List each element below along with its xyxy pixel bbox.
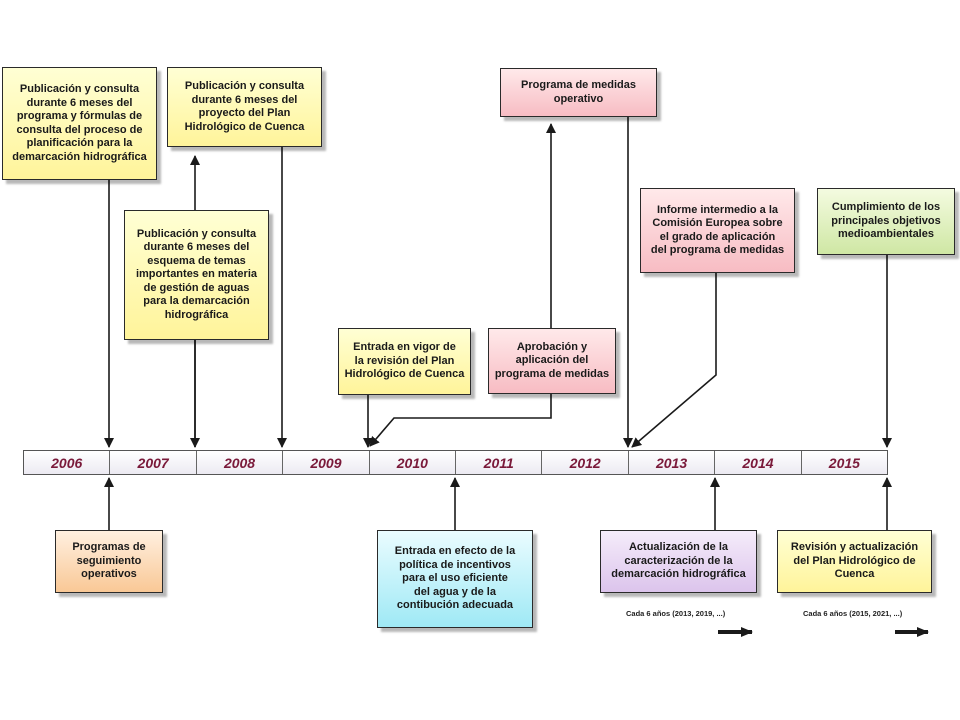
box-pub-proyecto: Publicación y consulta durante 6 meses del proyecto del Plan Hidrológico de Cuenca bbox=[167, 67, 322, 147]
timeline-bar bbox=[23, 450, 888, 475]
note-cada-2013: Cada 6 años (2013, 2019, ...) bbox=[626, 609, 726, 618]
year-label: 2015 bbox=[828, 454, 860, 471]
box-programa-operativo: Programa de medidas operativo bbox=[500, 68, 657, 117]
box-informe-intermedio: Informe intermedio a la Comisión Europea sobre el grado de aplicación del programa de medidas bbox=[640, 188, 795, 273]
arrow-informe bbox=[632, 273, 716, 447]
box-seguimiento: Programas de seguimiento operativos bbox=[55, 530, 163, 593]
year-label: 2010 bbox=[370, 451, 456, 474]
year-label: 2006 bbox=[24, 451, 110, 474]
box-pub-esquema: Publicación y consulta durante 6 meses del esquema de temas importantes en materia de gestión de aguas para la demarcación hidrográfica bbox=[124, 210, 269, 340]
year-label: 2014 bbox=[715, 451, 801, 474]
year-label: 2011 bbox=[456, 451, 542, 474]
arrow-aprobacion bbox=[370, 394, 551, 446]
box-pub-programa: Publicación y consulta durante 6 meses del programa y fórmulas de consulta del proceso de planificación para la demarcación hidrográfica bbox=[2, 67, 157, 180]
box-politica-incentivos: Entrada en efecto de la política de incentivos para el uso eficiente del agua y de la contibución adecuada bbox=[377, 530, 533, 628]
note-cada-2015: Cada 6 años (2015, 2021, ...) bbox=[803, 609, 903, 618]
box-actualizacion: Actualización de la caracterización de la demarcación hidrográfica bbox=[600, 530, 757, 593]
year-label: 2013 bbox=[629, 451, 715, 474]
year-label: 2009 bbox=[283, 451, 369, 474]
year-label: 2012 bbox=[542, 451, 628, 474]
box-cumplimiento: Cumplimiento de los principales objetivos medioambientales bbox=[817, 188, 955, 255]
box-entrada-vigor: Entrada en vigor de la revisión del Plan Hidrológico de Cuenca bbox=[338, 328, 471, 395]
year-label: 2007 bbox=[110, 451, 196, 474]
year-label: 2008 bbox=[197, 451, 283, 474]
box-revision-plan: Revisión y actualización del Plan Hidrológico de Cuenca bbox=[777, 530, 932, 593]
box-aprobacion: Aprobación y aplicación del programa de medidas bbox=[488, 328, 616, 394]
